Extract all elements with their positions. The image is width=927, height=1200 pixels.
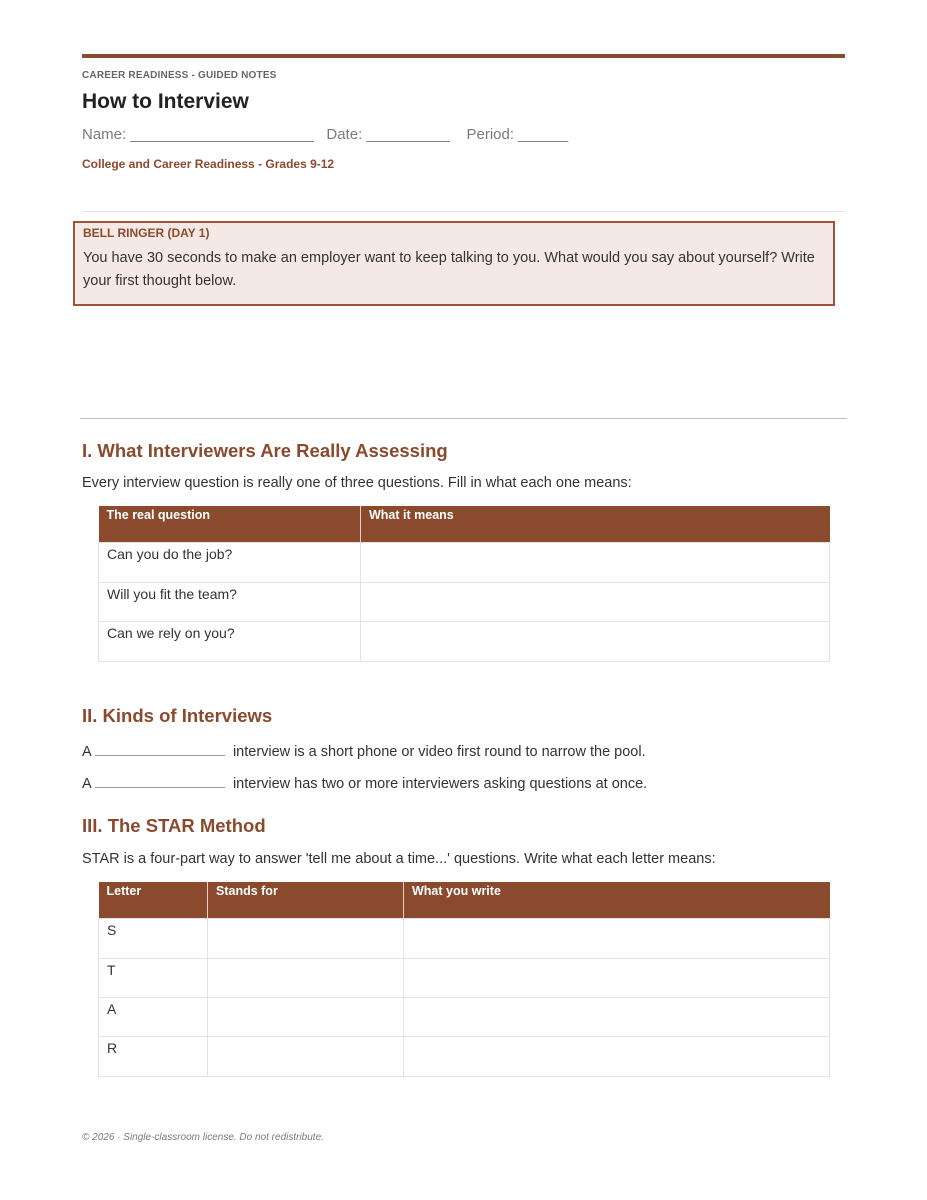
table-row bbox=[99, 958, 830, 997]
column-header: What you write bbox=[404, 882, 830, 918]
answer-cell[interactable] bbox=[361, 542, 830, 582]
stands-for-cell[interactable] bbox=[208, 918, 404, 958]
fill-in-line-2 bbox=[82, 773, 647, 792]
star-table bbox=[98, 882, 830, 1077]
name-date-period-line[interactable]: Name: ______________________ Date: __________ Period: ______ bbox=[82, 126, 569, 143]
question-cell: Will you fit the team? bbox=[99, 582, 361, 621]
course-subtitle: College and Career Readiness - Grades 9-12 bbox=[82, 157, 335, 171]
table-header-row bbox=[99, 506, 830, 542]
column-header: Letter bbox=[99, 882, 208, 918]
table-row bbox=[99, 542, 830, 582]
bell-ringer-heading: BELL RINGER (DAY 1) bbox=[83, 226, 210, 240]
letter-cell: T bbox=[99, 958, 208, 997]
fill-in-line-1 bbox=[82, 741, 646, 760]
stands-for-cell[interactable] bbox=[208, 958, 404, 997]
line-2-prefix: A bbox=[82, 776, 91, 792]
top-accent-rule bbox=[82, 54, 845, 58]
column-header: What it means bbox=[361, 506, 830, 542]
letter-cell: A bbox=[99, 997, 208, 1036]
stands-for-cell[interactable] bbox=[208, 997, 404, 1036]
what-you-write-cell[interactable] bbox=[404, 1036, 830, 1076]
line-2-suffix: interview has two or more interviewers asking questions at once. bbox=[232, 776, 648, 792]
what-you-write-cell[interactable] bbox=[404, 918, 830, 958]
letter-cell: S bbox=[99, 918, 208, 958]
bell-ringer-box bbox=[73, 221, 835, 306]
question-cell: Can you do the job? bbox=[99, 542, 361, 582]
page-title: How to Interview bbox=[82, 90, 249, 113]
header-divider bbox=[82, 211, 846, 212]
section-2-heading: II. Kinds of Interviews bbox=[82, 705, 273, 726]
section-3-heading: III. The STAR Method bbox=[82, 815, 266, 836]
license-footer: © 2026 · Single-classroom license. Do not redistribute. bbox=[82, 1132, 324, 1143]
line-1-prefix: A bbox=[82, 744, 91, 760]
question-cell: Can we rely on you? bbox=[99, 621, 361, 661]
table-row bbox=[99, 621, 830, 661]
table-header-row bbox=[99, 882, 830, 918]
stands-for-cell[interactable] bbox=[208, 1036, 404, 1076]
assessing-table bbox=[98, 506, 830, 662]
column-header: Stands for bbox=[208, 882, 404, 918]
line-1-suffix: interview is a short phone or video first round to narrow the pool. bbox=[232, 744, 646, 760]
what-you-write-cell[interactable] bbox=[404, 958, 830, 997]
blank-field-2[interactable] bbox=[95, 773, 225, 788]
bell-ringer-prompt: You have 30 seconds to make an employer want to keep talking to you. What would you say about yourself? Write your first thought below. bbox=[83, 250, 815, 289]
what-you-write-cell[interactable] bbox=[404, 997, 830, 1036]
column-header: The real question bbox=[99, 506, 361, 542]
table-row bbox=[99, 918, 830, 958]
letter-cell: R bbox=[99, 1036, 208, 1076]
section-1-intro: Every interview question is really one of three questions. Fill in what each one means: bbox=[82, 475, 632, 491]
section-divider bbox=[80, 418, 847, 419]
section-3-intro: STAR is a four-part way to answer 'tell me about a time...' questions. Write what each letter means: bbox=[82, 851, 716, 867]
answer-cell[interactable] bbox=[361, 582, 830, 621]
doc-kicker: CAREER READINESS - GUIDED NOTES bbox=[82, 70, 277, 81]
answer-cell[interactable] bbox=[361, 621, 830, 661]
table-row bbox=[99, 997, 830, 1036]
section-1-heading: I. What Interviewers Are Really Assessing bbox=[82, 440, 448, 461]
blank-field-1[interactable] bbox=[95, 741, 225, 756]
table-row bbox=[99, 582, 830, 621]
table-row bbox=[99, 1036, 830, 1076]
